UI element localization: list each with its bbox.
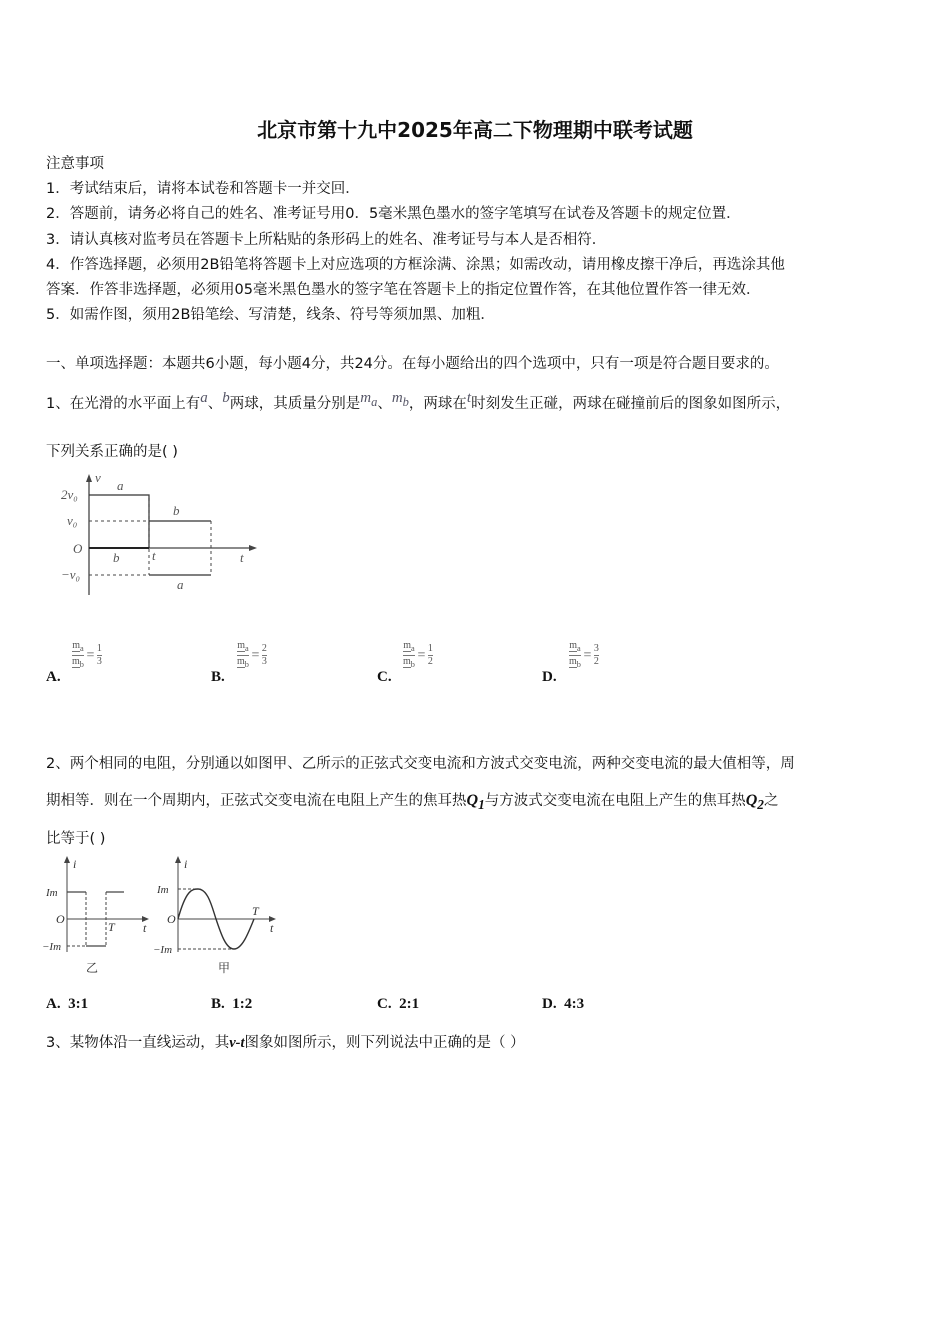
question-1-stem — [46, 390, 790, 413]
var-a: a — [200, 390, 208, 406]
v-label: v — [95, 470, 101, 485]
notice-line: 4．作答选择题，必须用2B铅笔将答题卡上对应选项的方框涂满、涂黑；如需改动，请用橡皮擦干净后，再选涂其他 — [46, 257, 785, 273]
tick-im: Im — [157, 884, 169, 896]
notice-heading: 注意事项 — [46, 156, 104, 172]
text: 、 — [207, 395, 223, 412]
tick-v0: v₀ — [67, 513, 78, 528]
i-label: i — [184, 857, 188, 871]
q2-option-c[interactable]: C. 2:1 — [377, 996, 420, 1012]
tick-2v0: 2v₀ — [61, 487, 78, 502]
t-label: t — [270, 921, 274, 935]
option-a[interactable]: A. — [46, 669, 61, 685]
text: 之 — [763, 793, 779, 809]
caption-yi: 乙 — [86, 961, 99, 975]
option-b[interactable]: B. — [211, 669, 225, 685]
var-b: b — [222, 390, 230, 406]
text: 图象如图所示，则下列说法中正确的是（ ） — [244, 1035, 525, 1051]
label-a: a — [117, 478, 124, 493]
v-axis-arrow — [86, 474, 92, 482]
var-t: t — [466, 390, 472, 406]
notice-line: 2．答题前，请务必将自己的姓名、准考证号用0．5毫米黑色墨水的签字笔填写在试卷及答题卡的规定位置． — [46, 206, 741, 222]
origin-label: O — [56, 912, 65, 926]
option-a-formula: $\frac{m_a}{m_b}$ = $\frac{1}{3}$ — [72, 640, 102, 669]
question-3-stem — [46, 1031, 525, 1052]
q2-symbol: $Q_2$ — [745, 792, 764, 813]
period-label: T — [108, 920, 115, 934]
question-2-line3: 比等于( ) — [46, 831, 106, 847]
t-label: t — [240, 550, 244, 565]
sub: b — [402, 395, 409, 409]
page-title: 北京市第十九中2025年高二下物理期中联考试题 — [257, 118, 693, 142]
text: 与方波式交变电流在电阻上产生的焦耳热 — [484, 793, 746, 809]
option-d-formula: $\frac{m_a}{m_b}$ = $\frac{3}{2}$ — [569, 640, 599, 669]
text: 1、在光滑的水平面上有 — [46, 395, 201, 412]
label-b: b — [173, 503, 180, 518]
section-heading: 一、单项选择题：本题共6小题，每小题4分，共24分。在每小题给出的四个选项中，只有一项是符合题目要求的。 — [46, 356, 779, 372]
tick-neg-im: −Im — [153, 944, 173, 956]
option-c[interactable]: C. — [377, 669, 392, 685]
tick-neg-v0: −v₀ — [61, 567, 81, 582]
text: 两球，其质量分别是 — [229, 395, 361, 412]
tick-neg-im: −Im — [42, 941, 62, 953]
t-axis-arrow — [249, 545, 257, 551]
origin-label: O — [73, 541, 83, 556]
i-label: i — [73, 857, 77, 871]
q2-option-b[interactable]: B. 1:2 — [211, 996, 253, 1012]
q2-current-figures — [40, 852, 290, 977]
q1-velocity-figure — [55, 470, 265, 605]
text: 期相等．则在一个周期内，正弦式交变电流在电阻上产生的焦耳热 — [46, 793, 467, 809]
label-a: a — [177, 577, 184, 592]
tick-t: t — [152, 548, 156, 563]
vt-symbol: v-t — [229, 1035, 245, 1051]
var-m: m — [360, 390, 372, 406]
q1-symbol: $Q_1$ — [466, 792, 485, 813]
text: 时刻发生正碰，两球在碰撞前后的图象如图所示， — [471, 395, 791, 412]
q2-option-d[interactable]: D. 4:3 — [542, 996, 585, 1012]
caption-jia: 甲 — [218, 961, 231, 975]
label-b: b — [113, 550, 120, 565]
text: ，两球在 — [408, 395, 467, 412]
t-label: t — [143, 921, 147, 935]
option-d[interactable]: D. — [542, 669, 557, 685]
var-m: m — [391, 390, 403, 406]
option-b-formula: $\frac{m_a}{m_b}$ = $\frac{2}{3}$ — [237, 640, 267, 669]
tick-im: Im — [46, 887, 58, 899]
notice-line: 3．请认真核对监考员在答题卡上所粘贴的条形码上的姓名、准考证号与本人是否相符． — [46, 232, 607, 248]
notice-line: 1．考试结束后，请将本试卷和答题卡一并交回． — [46, 181, 360, 197]
question-2-line1: 2、两个相同的电阻，分别通以如图甲、乙所示的正弦式交变电流和方波式交变电流，两种交变电流的最大值相等，周 — [46, 756, 795, 772]
notice-line: 5．如需作图，须用2B铅笔绘、写清楚，线条、符号等须加黑、加粗． — [46, 307, 495, 323]
origin-label: O — [167, 912, 176, 926]
period-label: T — [252, 904, 259, 918]
notice-line: 答案．作答非选择题，必须用05毫米黑色墨水的签字笔在答题卡上的指定位置作答，在其他位置作答一律无效． — [46, 282, 761, 298]
text: 、 — [377, 395, 392, 412]
text: 3、某物体沿一直线运动，其 — [46, 1035, 230, 1051]
question-1-line2: 下列关系正确的是( ) — [46, 444, 178, 460]
sub: a — [371, 395, 378, 409]
option-c-formula: $\frac{m_a}{m_b}$ = $\frac{1}{2}$ — [403, 640, 433, 669]
q2-option-a[interactable]: A. 3:1 — [46, 996, 89, 1012]
question-2-line2 — [46, 789, 778, 813]
